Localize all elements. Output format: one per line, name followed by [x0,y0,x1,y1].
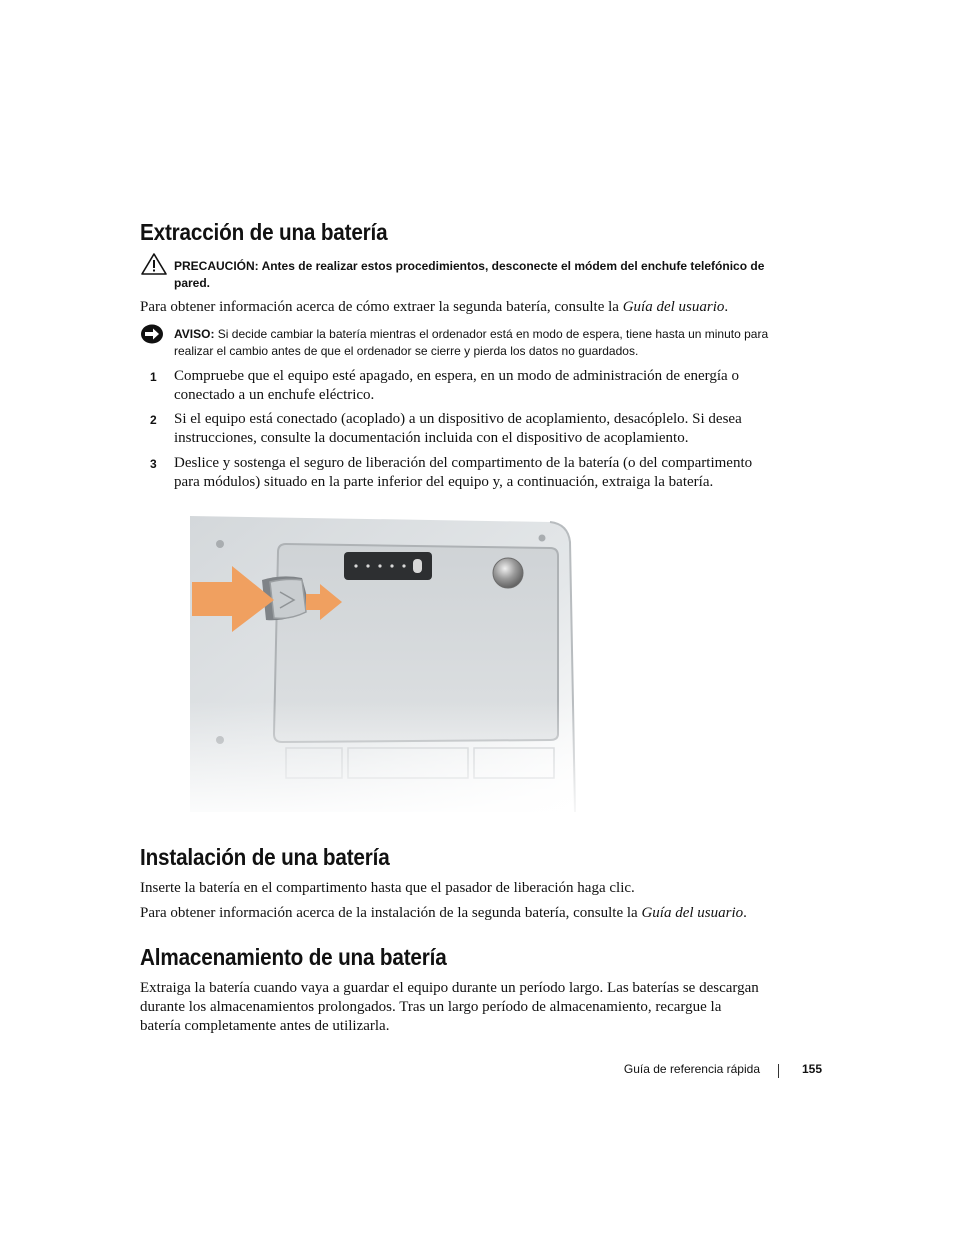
heading-instalacion: Instalación de una batería [140,844,390,870]
caution-note [174,258,774,292]
battery-removal-illustration [170,512,580,827]
user-guide-reference: Guía del usuario [622,299,725,315]
notice-arrow-icon [140,323,166,345]
step-text: Si el equipo está conectado (acoplado) a un dispositivo de acoplamiento, desacóplelo. Si desea instrucciones, consulte la documentación incluida con el dispositivo de acoplamiento. [174,411,742,446]
instalacion-para2-end: . [743,905,747,921]
footer-separator [778,1064,779,1078]
extraccion-info-text: Para obtener información acerca de cómo extraer la segunda batería, consulte la [140,299,623,315]
caution-text: Antes de realizar estos procedimientos, desconecte el módem del enchufe telefónico de pared. [174,259,765,290]
step-text: Compruebe que el equipo esté apagado, en espera, en un modo de administración de energía o conectado a un enchufe eléctrico. [174,368,739,403]
page-number: 155 [801,1062,822,1076]
extraccion-info-end: . [724,299,729,315]
step-number: 1 [150,370,157,384]
heading-extraccion: Extracción de una batería [140,219,388,245]
extraccion-info [140,298,760,317]
instalacion-para2 [140,904,760,923]
notice-label: AVISO: [174,327,215,341]
caution-label: PRECAUCIÓN: [174,259,259,273]
notice-text: Si decide cambiar la batería mientras el ordenador está en modo de espera, tiene hasta un minuto para realizar el cambio antes de que el ordenador se cierre y pierda los datos no guardados. [174,327,769,358]
footer-title: Guía de referencia rápida [623,1062,760,1076]
notice-note [174,326,774,360]
instalacion-para1: Inserte la batería en el compartimento hasta que el pasador de liberación haga clic. [140,880,635,896]
step-number: 2 [150,413,157,427]
warning-triangle-icon [140,252,168,276]
almacenamiento-para: Extraiga la batería cuando vaya a guardar el equipo durante un período largo. Las baterías se descargan durante los almacenamientos prolongados. Tras un largo período de almacenamiento, recargue la batería completamente antes de utilizarla. [140,980,759,1034]
instalacion-para2-text: Para obtener información acerca de la instalación de la segunda batería, consulte la [140,905,642,921]
user-guide-reference: Guía del usuario [641,905,744,921]
step-number: 3 [150,457,157,471]
step-text: Deslice y sostenga el seguro de liberación del compartimento de la batería (o del compartimento para módulos) situado en la parte inferior del equipo y, a continuación, extraiga la batería. [174,455,753,490]
heading-almacenamiento: Almacenamiento de una batería [140,944,447,970]
